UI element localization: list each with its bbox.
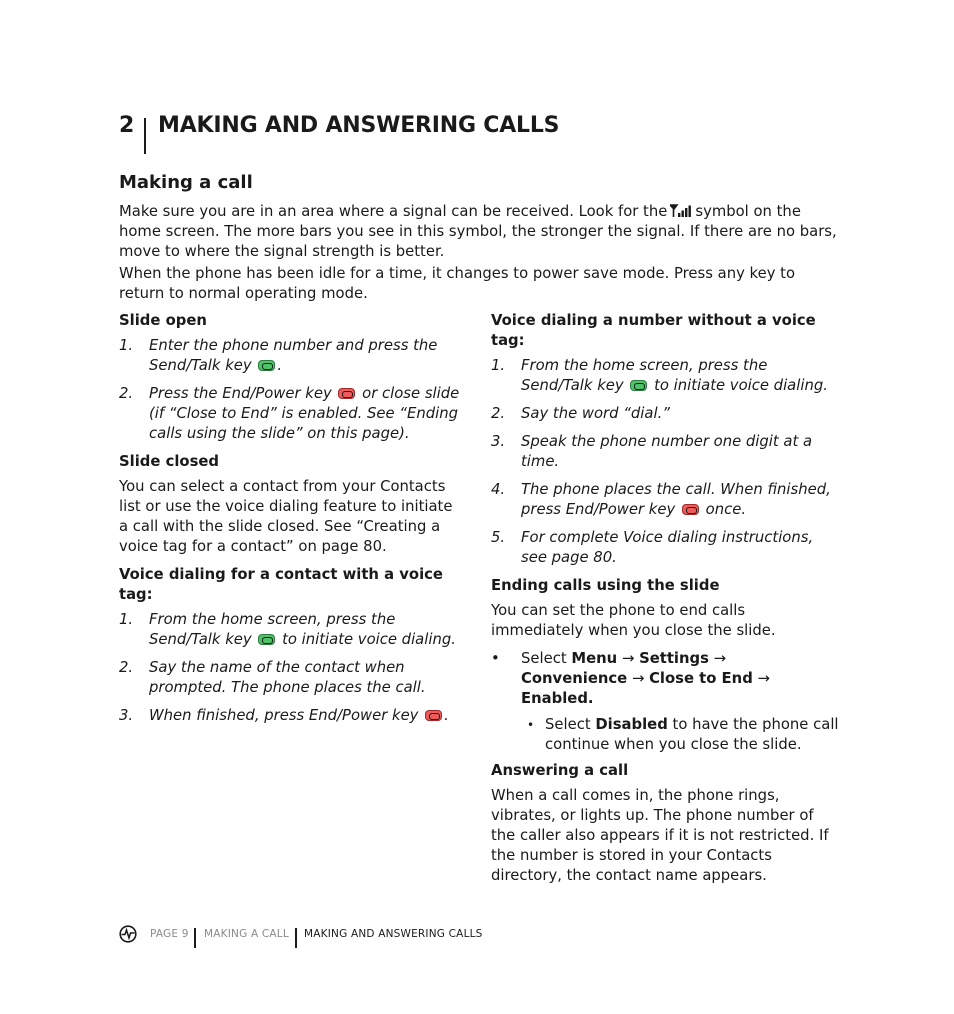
step-text: Press the End/Power key [149,385,332,402]
step-number: 2. [491,405,506,422]
list-item [119,706,464,726]
footer-section: MAKING A CALL [204,928,289,940]
bullet-prefix: Select [521,650,567,667]
voice-tag-steps [119,610,464,726]
intro-paragraph-2: When the phone has been idle for a time, it changes to power save mode. Press any key to return to normal operating mode. [119,265,796,302]
voice-no-tag-steps [491,356,841,568]
list-item [521,715,841,755]
list-item [119,336,464,376]
signal-strength-icon [670,204,692,217]
step-text-end: to initiate voice dialing. [654,377,828,394]
menu-path-close-to-end: Close to End [649,670,753,687]
menu-path-enabled: Enabled. [521,690,594,707]
list-item [491,432,841,472]
step-text: Say the name of the contact when prompted. The phone places the call. [149,659,426,696]
brand-logo-icon [119,925,137,943]
intro-p1-before: Make sure you are in an area where a signal can be received. Look for the [119,203,668,220]
step-text-end: . [277,357,283,374]
left-column [119,311,464,734]
list-item [491,649,841,755]
voice-tag-heading: Voice dialing for a contact with a voice tag: [119,566,443,603]
step-text: Say the word “dial.” [521,405,670,422]
chapter-number: 2 [119,113,135,138]
section-title: Making a call [119,172,253,193]
step-text-end: or close slide (if “Close to End” is enabled. See “Ending calls using the slide” on this page). [149,385,460,442]
step-text: Enter the phone number and press the Send/Talk key [149,337,438,374]
intro-paragraph-1 [119,202,839,262]
step-text-end: once. [705,501,747,518]
send-key-icon [258,634,275,645]
send-key-icon [258,360,275,371]
end-key-icon [682,504,699,515]
footer-page-number: PAGE 9 [150,928,189,940]
step-text: For complete Voice dialing instructions, see page 80. [521,529,814,566]
menu-path-convenience: Convenience [521,670,628,687]
footer-divider [295,928,297,948]
step-number: 1. [119,337,134,354]
voice-no-tag-heading: Voice dialing a number without a voice tag: [491,312,816,349]
menu-path-settings: Settings [639,650,709,667]
end-key-icon [425,710,442,721]
sub-bullet-prefix: Select [545,716,591,733]
answering-text: When a call comes in, the phone rings, vibrates, or lights up. The phone number of the caller also appears if it is not restricted. If the number is stored in your Contacts directory, the contact name appears. [491,787,829,884]
slide-open-heading: Slide open [119,312,207,329]
slide-closed-text: You can select a contact from your Contacts list or use the voice dialing feature to initiate a call with the slide closed. See “Creating a voice tag for a contact” on page 80. [119,478,453,555]
intro-text [119,202,839,306]
menu-path-menu: Menu [571,650,618,667]
step-number: 4. [491,481,506,498]
list-item [491,356,841,396]
arrow-icon: → [621,650,635,667]
menu-option-disabled: Disabled [595,716,668,733]
send-key-icon [630,380,647,391]
step-number: 3. [119,707,134,724]
list-item [119,610,464,650]
sub-bullet-text: to have the phone call continue when you close the slide. [545,716,839,753]
step-text: From the home screen, press the Send/Talk key [149,611,396,648]
step-number: 2. [119,385,134,402]
arrow-icon: → [631,670,645,687]
footer-chapter: MAKING AND ANSWERING CALLS [304,928,483,940]
ending-bullets [491,649,841,755]
intro-p1-after: symbol on the home screen. The more bars you see in this symbol, the stronger the signal. If there are no bars, move to where the signal strength is better. [119,203,837,260]
list-item [491,480,841,520]
ending-text: You can set the phone to end calls immediately when you close the slide. [491,602,776,639]
arrow-icon: → [757,670,770,687]
list-item [119,384,464,444]
slide-open-steps [119,336,464,444]
arrow-icon: → [713,650,727,667]
step-text-end: . [444,707,449,724]
step-text-end: to initiate voice dialing. [282,631,456,648]
step-number: 3. [491,433,506,450]
step-text: From the home screen, press the Send/Talk key [521,357,768,394]
list-item [491,404,841,424]
step-text: The phone places the call. When finished, press End/Power key [521,481,831,518]
ending-sub-bullets [521,715,841,755]
step-text: Speak the phone number one digit at a time. [521,433,813,470]
footer-divider [194,928,196,948]
list-item [491,528,841,568]
answering-heading: Answering a call [491,762,629,779]
list-item [119,658,464,698]
right-column [491,311,841,894]
step-number: 2. [119,659,134,676]
end-key-icon [338,388,355,399]
ending-heading: Ending calls using the slide [491,577,720,594]
chapter-divider [144,118,146,154]
chapter-title: MAKING AND ANSWERING CALLS [158,113,560,138]
step-number: 5. [491,529,506,546]
step-number: 1. [119,611,134,628]
slide-closed-heading: Slide closed [119,453,220,470]
step-number: 1. [491,357,506,374]
step-text: When finished, press End/Power key [149,707,419,724]
